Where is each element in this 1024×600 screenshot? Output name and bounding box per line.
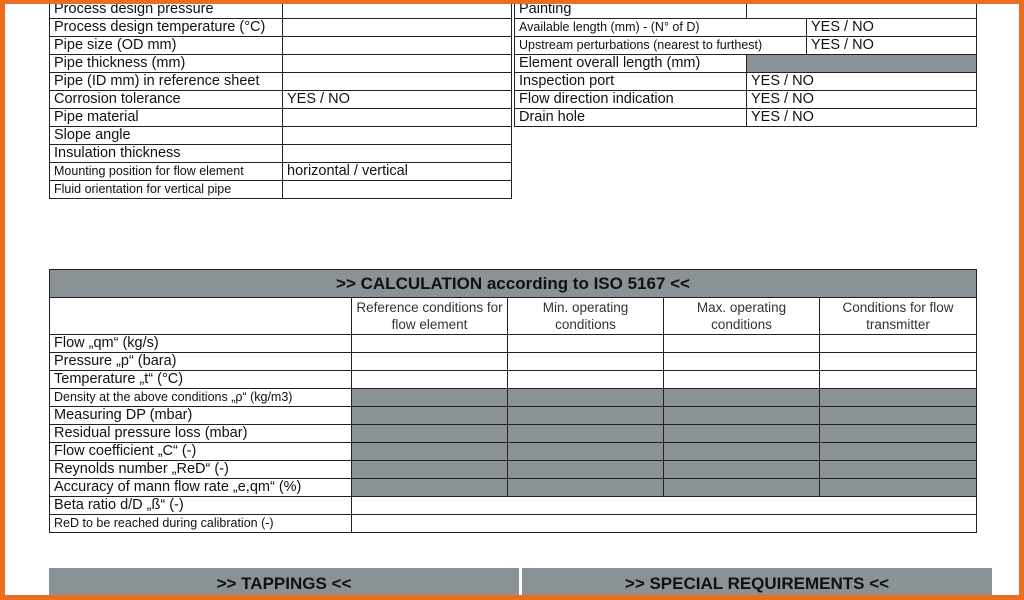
calc-row (50, 497, 977, 515)
option-row-value[interactable] (747, 1, 977, 19)
process-row-value[interactable] (283, 73, 512, 91)
tappings-header: >> TAPPINGS << (49, 568, 519, 600)
calc-cell (352, 479, 508, 497)
process-row (50, 163, 512, 181)
calc-cell[interactable] (664, 371, 820, 389)
process-row-value[interactable] (283, 37, 512, 55)
calc-cell[interactable] (664, 353, 820, 371)
calc-cell[interactable] (508, 371, 664, 389)
process-row (50, 1, 512, 19)
process-data-table (49, 0, 512, 199)
process-row (50, 109, 512, 127)
calc-cell[interactable] (352, 353, 508, 371)
option-row-value[interactable]: YES / NO (747, 73, 977, 91)
calc-row (50, 443, 977, 461)
calc-row (50, 461, 977, 479)
process-row-value[interactable] (283, 19, 512, 37)
calc-row (50, 425, 977, 443)
calc-row (50, 479, 977, 497)
process-row-value[interactable] (283, 127, 512, 145)
calc-row-label: Flow coefficient „C“ (-) (50, 443, 352, 461)
calc-row-label: Density at the above conditions „ρ“ (kg/m3) (50, 389, 352, 407)
option-row-label: Flow direction indication (515, 91, 747, 109)
calc-cell (352, 461, 508, 479)
calculation-title: >> CALCULATION according to ISO 5167 << (50, 270, 977, 298)
process-row-value[interactable] (283, 1, 512, 19)
calc-cell (820, 389, 977, 407)
calc-row-label: Temperature „t“ (°C) (50, 371, 352, 389)
calc-row-label: Residual pressure loss (mbar) (50, 425, 352, 443)
process-row-label: Insulation thickness (50, 145, 283, 163)
special-requirements-header: >> SPECIAL REQUIREMENTS << (522, 568, 992, 600)
process-row-value[interactable] (283, 181, 512, 199)
process-row (50, 127, 512, 145)
option-row-value[interactable]: YES / NO (807, 37, 977, 55)
option-row (515, 1, 977, 19)
process-row-label: Slope angle (50, 127, 283, 145)
calc-cell[interactable] (352, 371, 508, 389)
calc-cell (664, 479, 820, 497)
bottom-headers (49, 568, 992, 600)
process-row-value[interactable] (283, 109, 512, 127)
calc-row-label: Measuring DP (mbar) (50, 407, 352, 425)
calc-cell[interactable] (508, 353, 664, 371)
calc-cell (352, 425, 508, 443)
col-max-operating: Max. operating conditions (664, 298, 820, 335)
calc-row-value[interactable] (352, 497, 977, 515)
process-row-label: Process design temperature (°C) (50, 19, 283, 37)
calc-cell (664, 461, 820, 479)
calc-row-label: ReD to be reached during calibration (-) (50, 515, 352, 533)
option-row (515, 91, 977, 109)
option-row (515, 37, 977, 55)
option-row-value[interactable]: YES / NO (747, 109, 977, 127)
calc-cell (820, 425, 977, 443)
process-row (50, 73, 512, 91)
process-row-value[interactable] (283, 145, 512, 163)
calc-cell (352, 407, 508, 425)
option-row (515, 19, 977, 37)
calc-cell (664, 443, 820, 461)
calc-cell (508, 479, 664, 497)
process-row (50, 145, 512, 163)
process-row-value[interactable]: YES / NO (283, 91, 512, 109)
process-row-label: Fluid orientation for vertical pipe (50, 181, 283, 199)
process-row (50, 181, 512, 199)
option-row-value[interactable]: YES / NO (747, 91, 977, 109)
option-row-value (747, 55, 977, 73)
calc-cell[interactable] (820, 335, 977, 353)
calc-row-label: Beta ratio d/D „ß“ (-) (50, 497, 352, 515)
calc-cell[interactable] (508, 335, 664, 353)
calc-cell (508, 425, 664, 443)
process-row-label: Pipe size (OD mm) (50, 37, 283, 55)
calc-cell (508, 407, 664, 425)
element-options-table (514, 0, 977, 127)
process-row-label: Pipe material (50, 109, 283, 127)
calc-row (50, 389, 977, 407)
calc-cell[interactable] (820, 353, 977, 371)
option-row-label: Drain hole (515, 109, 747, 127)
calc-row-label: Pressure „p“ (bara) (50, 353, 352, 371)
col-reference-conditions: Reference conditions for flow element (352, 298, 508, 335)
calc-header-blank (50, 298, 352, 335)
process-row (50, 19, 512, 37)
calc-cell (664, 407, 820, 425)
calc-cell (820, 407, 977, 425)
option-row-label: Inspection port (515, 73, 747, 91)
option-row (515, 109, 977, 127)
calc-row-label: Accuracy of mann flow rate „e,qm“ (%) (50, 479, 352, 497)
calc-cell[interactable] (352, 335, 508, 353)
calc-cell (664, 389, 820, 407)
option-row-label: Available length (mm) - (N° of D) (515, 19, 807, 37)
calculation-table (49, 269, 977, 533)
calc-cell (508, 461, 664, 479)
col-min-operating: Min. operating conditions (508, 298, 664, 335)
option-row-value[interactable]: YES / NO (807, 19, 977, 37)
calc-row-value[interactable] (352, 515, 977, 533)
option-row-label: Element overall length (mm) (515, 55, 747, 73)
calc-row-label: Reynolds number „ReD“ (-) (50, 461, 352, 479)
calc-row-label: Flow „qm“ (kg/s) (50, 335, 352, 353)
process-row-label: Process design pressure (50, 1, 283, 19)
process-row-value[interactable]: horizontal / vertical (283, 163, 512, 181)
process-row-label: Pipe thickness (mm) (50, 55, 283, 73)
calc-cell (508, 443, 664, 461)
process-row (50, 91, 512, 109)
process-row-label: Pipe (ID mm) in reference sheet (50, 73, 283, 91)
calc-cell (352, 389, 508, 407)
option-row-label: Upstream perturbations (nearest to furthest) (515, 37, 807, 55)
calc-cell (664, 425, 820, 443)
process-row-label: Mounting position for flow element (50, 163, 283, 181)
calc-cell (508, 389, 664, 407)
calc-cell[interactable] (664, 335, 820, 353)
calc-cell (352, 443, 508, 461)
calc-cell (820, 461, 977, 479)
option-row (515, 55, 977, 73)
col-flow-transmitter: Conditions for flow transmitter (820, 298, 977, 335)
process-row (50, 55, 512, 73)
calc-cell[interactable] (820, 371, 977, 389)
calc-cell (820, 443, 977, 461)
calc-row (50, 407, 977, 425)
calc-row (50, 515, 977, 533)
option-row (515, 73, 977, 91)
calc-cell (820, 479, 977, 497)
process-row-value[interactable] (283, 55, 512, 73)
process-row (50, 37, 512, 55)
option-row-label: Painting (515, 1, 747, 19)
process-row-label: Corrosion tolerance (50, 91, 283, 109)
calc-row (50, 371, 977, 389)
calc-row (50, 353, 977, 371)
calc-row (50, 335, 977, 353)
